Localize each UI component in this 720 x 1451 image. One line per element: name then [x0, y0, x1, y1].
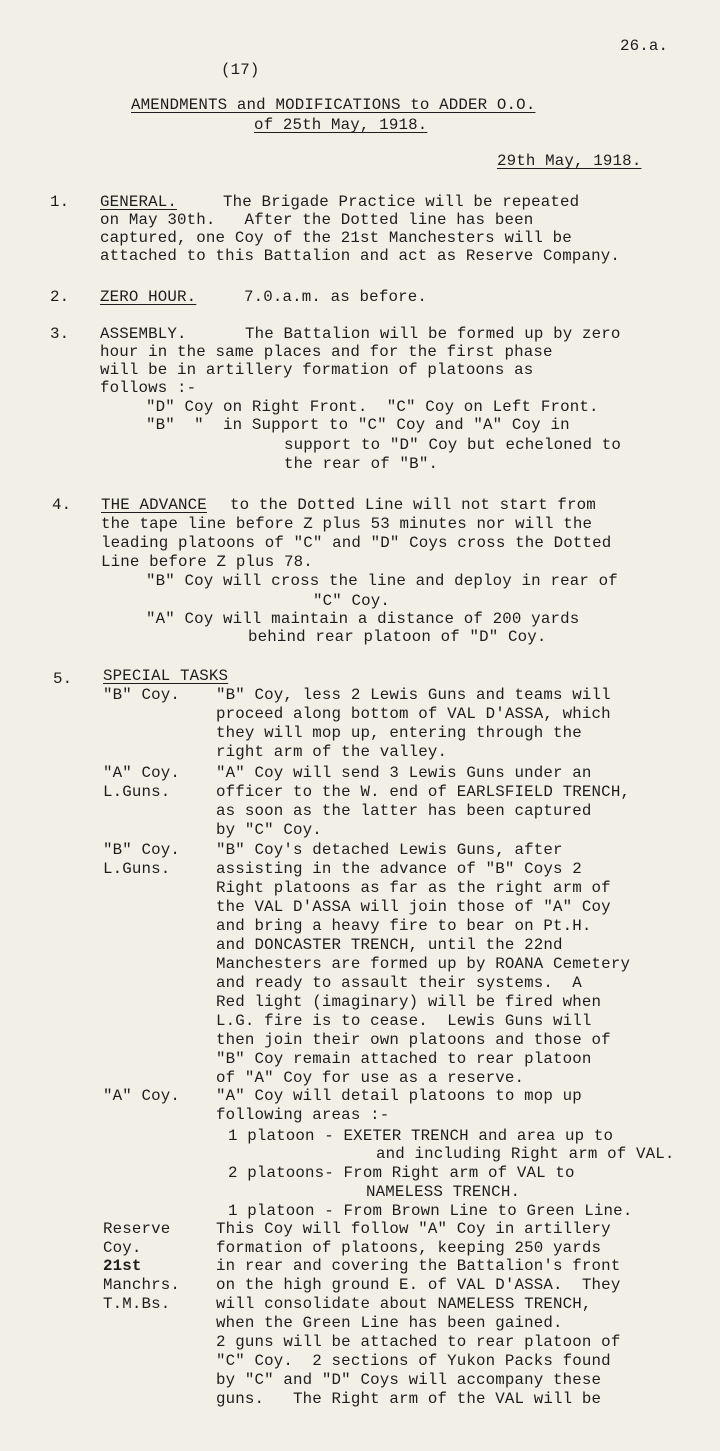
task-label: "B" Coy.: [103, 841, 181, 859]
paragraph-line: "D" Coy on Right Front. "C" Coy on Left Front.: [146, 398, 599, 416]
paragraph-line: NAMELESS TRENCH.: [366, 1183, 521, 1201]
paragraph-line: and ready to assault their systems. A: [216, 974, 582, 992]
paragraph-line: 2 guns will be attached to rear platoon of: [216, 1333, 621, 1351]
paragraph-line: officer to the W. end of EARLSFIELD TRENCH,: [216, 783, 631, 801]
paragraph-line: as soon as the latter has been captured: [216, 802, 592, 820]
section-heading-the-advance: THE ADVANCE: [101, 496, 207, 514]
paragraph-line: hour in the same places and for the first phase: [100, 343, 553, 361]
page-reference: 26.a.: [620, 37, 669, 55]
paragraph-line: by "C" Coy.: [216, 821, 322, 839]
paragraph-line: and bring a heavy fire to bear on Pt.H.: [216, 917, 592, 935]
task-label: Reserve: [103, 1220, 171, 1238]
paragraph-line: on May 30th. After the Dotted line has been: [100, 211, 534, 229]
paragraph-line: "C" Coy.: [313, 592, 391, 610]
paragraph-line: "C" Coy. 2 sections of Yukon Packs found: [216, 1352, 611, 1370]
task-label: Manchrs.: [103, 1276, 181, 1294]
task-label: L.Guns.: [103, 783, 171, 801]
paragraph-line: behind rear platoon of "D" Coy.: [248, 628, 547, 646]
task-label: "A" Coy.: [103, 1087, 181, 1105]
paragraph-line: will be in artillery formation of platoons as: [100, 361, 534, 379]
section-heading-special-tasks: SPECIAL TASKS: [103, 667, 229, 685]
paragraph-line: the VAL D'ASSA will join those of "A" Coy: [216, 898, 611, 916]
paragraph-line: on the high ground E. of VAL D'ASSA. They: [216, 1276, 621, 1294]
paragraph-line: captured, one Coy of the 21st Manchesters will be: [100, 229, 572, 247]
paragraph-line: by "C" and "D" Coys will accompany these: [216, 1371, 602, 1389]
task-label: T.M.Bs.: [103, 1295, 171, 1313]
paragraph-line: L.G. fire is to cease. Lewis Guns will: [216, 1012, 592, 1030]
section-heading-assembly: ASSEMBLY.: [100, 325, 187, 343]
section-number-3: 3.: [50, 325, 70, 343]
paragraph-line: will consolidate about NAMELESS TRENCH,: [216, 1295, 592, 1313]
paragraph-line: "B" Coy will cross the line and deploy in rear of: [146, 572, 618, 590]
paragraph-line: in rear and covering the Battalion's front: [216, 1257, 621, 1275]
paragraph-line: Red light (imaginary) will be fired when: [216, 993, 602, 1011]
paragraph-line: then join their own platoons and those of: [216, 1031, 611, 1049]
paragraph-line: "B" Coy remain attached to rear platoon: [216, 1050, 592, 1068]
paragraph-line: Right platoons as far as the right arm of: [216, 879, 611, 897]
paragraph-line: when the Green Line has been gained.: [216, 1314, 563, 1332]
paragraph-line: "A" Coy will detail platoons to mop up: [216, 1087, 582, 1105]
document-title-line1: AMENDMENTS and MODIFICATIONS to ADDER O.O.: [131, 96, 536, 114]
document-date: 29th May, 1918.: [497, 152, 642, 170]
paragraph-line: the rear of "B".: [284, 455, 439, 473]
paragraph-line: of "A" Coy for use as a reserve.: [216, 1069, 525, 1087]
document-title-line2: of 25th May, 1918.: [254, 116, 428, 134]
section-heading-general: GENERAL.: [100, 193, 178, 211]
paragraph-line: "B" " in Support to "C" Coy and "A" Coy in: [146, 416, 570, 434]
paragraph-line: "A" Coy will maintain a distance of 200 yards: [146, 610, 580, 628]
paragraph-line: 1 platoon - EXETER TRENCH and area up to: [228, 1127, 614, 1145]
section-number-2: 2.: [50, 288, 70, 306]
paragraph-line: attached to this Battalion and act as Reserve Company.: [100, 247, 621, 265]
paragraph-line: following areas :-: [216, 1106, 390, 1124]
paragraph-line: follows :-: [100, 379, 197, 397]
section-number-5: 5.: [53, 670, 73, 688]
paragraph-line: to the Dotted Line will not start from: [230, 496, 596, 514]
paragraph-line: "A" Coy will send 3 Lewis Guns under an: [216, 764, 592, 782]
paragraph-line: they will mop up, entering through the: [216, 724, 582, 742]
paragraph-line: 1 platoon - From Brown Line to Green Line.: [228, 1202, 633, 1220]
paragraph-line: and including Right arm of VAL.: [376, 1145, 675, 1163]
page-number: (17): [221, 61, 260, 79]
task-label: "B" Coy.: [103, 686, 181, 704]
task-label: L.Guns.: [103, 860, 171, 878]
paragraph-line: guns. The Right arm of the VAL will be: [216, 1390, 602, 1408]
paragraph-line: Line before Z plus 78.: [101, 553, 313, 571]
paragraph-line: 2 platoons- From Right arm of VAL to: [228, 1164, 575, 1182]
paragraph-line: The Battalion will be formed up by zero: [245, 325, 621, 343]
section-number-4: 4.: [52, 496, 72, 514]
task-label: "A" Coy.: [103, 764, 181, 782]
section-heading-zero-hour: ZERO HOUR.: [100, 288, 197, 306]
paragraph-line: Manchesters are formed up by ROANA Cemetery: [216, 955, 631, 973]
paragraph-line: right arm of the valley.: [216, 743, 448, 761]
paragraph-line: This Coy will follow "A" Coy in artillery: [216, 1220, 611, 1238]
task-label: Coy.: [103, 1239, 142, 1257]
paragraph-line: proceed along bottom of VAL D'ASSA, which: [216, 705, 611, 723]
paragraph-line: leading platoons of "C" and "D" Coys cross the Dotted: [101, 534, 612, 552]
paragraph-line: The Brigade Practice will be repeated: [223, 193, 580, 211]
paragraph-line: 7.0.a.m. as before.: [244, 288, 427, 306]
paragraph-line: and DONCASTER TRENCH, until the 22nd: [216, 936, 563, 954]
section-number-1: 1.: [50, 193, 70, 211]
paragraph-line: "B" Coy, less 2 Lewis Guns and teams will: [216, 686, 611, 704]
paragraph-line: assisting in the advance of "B" Coys 2: [216, 860, 582, 878]
paragraph-line: formation of platoons, keeping 250 yards: [216, 1239, 602, 1257]
paragraph-line: "B" Coy's detached Lewis Guns, after: [216, 841, 563, 859]
task-label: 21st: [103, 1257, 142, 1275]
paragraph-line: the tape line before Z plus 53 minutes nor will the: [101, 515, 593, 533]
paragraph-line: support to "D" Coy but echeloned to: [284, 436, 622, 454]
